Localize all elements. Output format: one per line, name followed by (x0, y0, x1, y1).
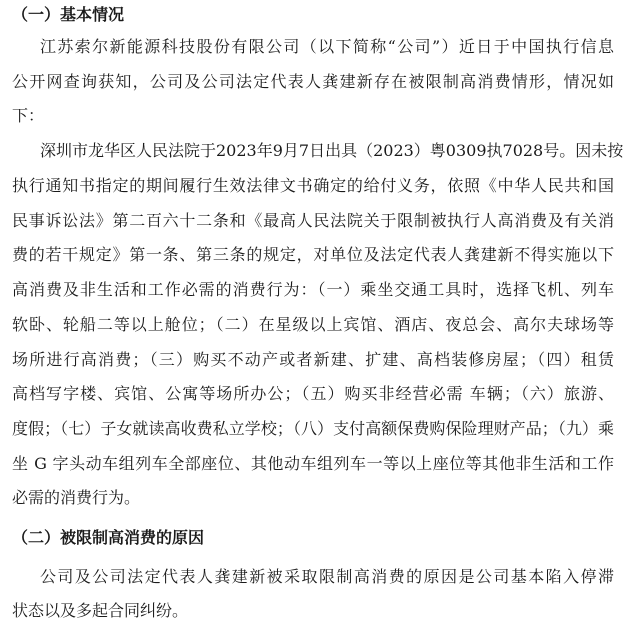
paragraph-line: 必需的消费行为。 (12, 488, 141, 507)
paragraph-line: 坐 G 字头动车组列车全部座位、其他动车组列车一等以上座位等其他非生活和工作 (12, 454, 614, 473)
paragraph-line: 软卧、轮船二等以上舱位；（二）在星级以上宾馆、酒店、夜总会、高尔夫球场等 (12, 315, 614, 334)
paragraph-line: 状态以及多起合同纠纷。 (12, 601, 189, 620)
paragraph-line: 下： (12, 106, 45, 125)
section-1-title: （一）基本情况 (12, 5, 125, 24)
paragraph-line: 公开网查询获知，公司及公司法定代表人龚建新存在被限制高消费情形，情况如 (12, 72, 614, 91)
paragraph-line: 公司及公司法定代表人龚建新被采取限制高消费的原因是公司基本陷入停滞 (40, 567, 614, 586)
paragraph-line: 江苏索尔新能源科技股份有限公司（以下简称“公司”）近日于中国执行信息 (40, 37, 614, 56)
paragraph-line: 度假；（七）子女就读高收费私立学校；（八）支付高额保费购保险理财产品；（九）乘 (12, 419, 614, 438)
paragraph-line: 执行通知书指定的期间履行生效法律文书确定的给付义务，依照《中华人民共和国 (12, 176, 614, 195)
paragraph-line: 场所进行高消费；（三）购买不动产或者新建、扩建、高档装修房屋；（四）租赁 (12, 350, 614, 369)
paragraph-line: 深圳市龙华区人民法院于2023年9月7日出具（2023）粤0309执7028号。因未按 (40, 141, 624, 160)
paragraph-line: 高消费及非生活和工作必需的消费行为：（一）乘坐交通工具时，选择飞机、列车 (12, 280, 614, 299)
section-2-title: （二）被限制高消费的原因 (12, 528, 205, 547)
paragraph-line: 高档写字楼、宾馆、公寓等场所办公；（五）购买非经营必需 车辆；（六）旅游、 (12, 384, 614, 403)
paragraph-line: 民事诉讼法》第二百六十二条和《最高人民法院关于限制被执行人高消费及有关消 (12, 211, 614, 230)
paragraph-line: 费的若干规定》第一条、第三条的规定，对单位及法定代表人龚建新不得实施以下 (12, 245, 614, 264)
